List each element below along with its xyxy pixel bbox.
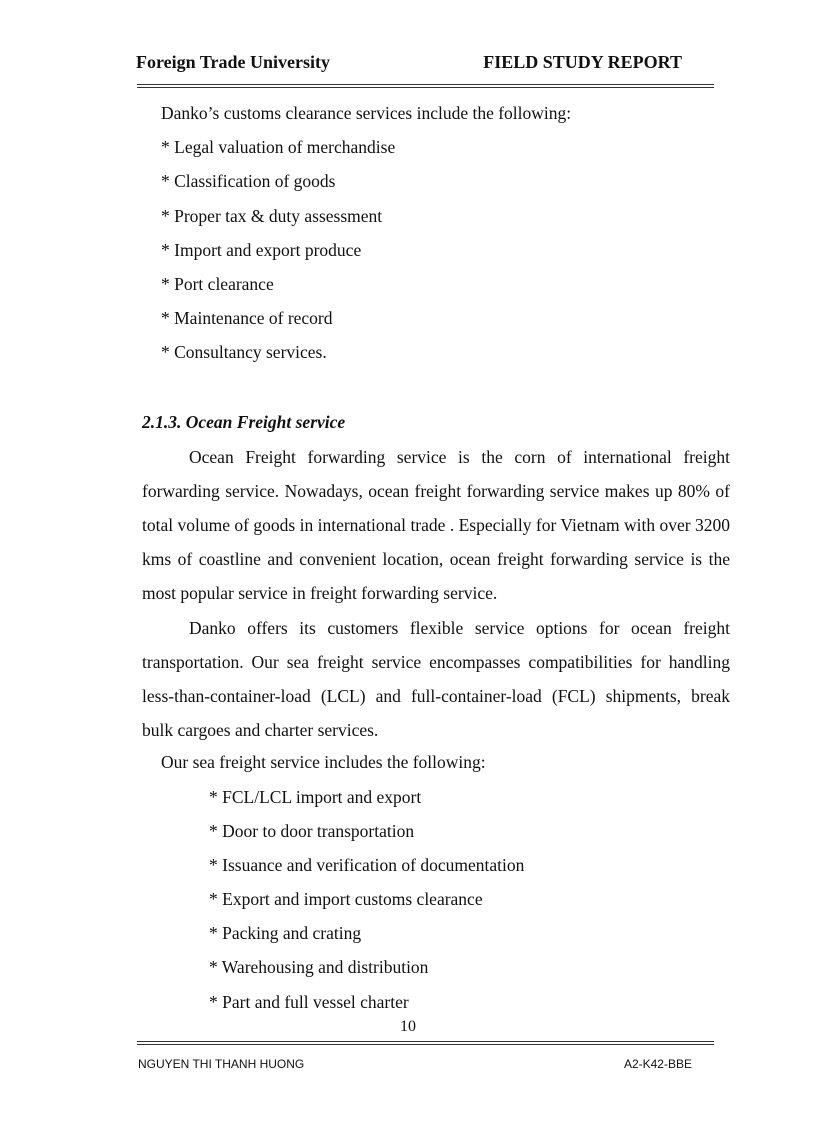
list-item: * Export and import customs clearance: [209, 889, 483, 910]
header-report-title: FIELD STUDY REPORT: [483, 52, 682, 72]
sea-freight-intro: Our sea freight service includes the following:: [161, 752, 486, 773]
list-item: * Consultancy services.: [161, 342, 327, 363]
header-rule: [137, 84, 714, 88]
page-body: [142, 98, 730, 1021]
list-item: * Maintenance of record: [161, 308, 333, 329]
footer-class-code: A2-K42-BBE: [623, 1057, 692, 1071]
list-item: * Proper tax & duty assessment: [161, 205, 383, 226]
paragraph-ocean-freight: Ocean Freight forwarding service is the corn of international freight forwarding service. Nowadays, ocean freight forwarding service makes up 80% of total volume of goods in international trade . Especially for Vietnam with over 3200 kms of coastline and convenient location, ocean freight forwarding service is the most popular service in freight forwarding service.: [142, 446, 730, 604]
customs-list: [142, 132, 730, 371]
spacer: [142, 372, 730, 406]
list-item: * Port clearance: [161, 273, 274, 294]
page-number: 10: [400, 1018, 416, 1035]
list-item: * Warehousing and distribution: [209, 957, 429, 978]
list-item: * Legal valuation of merchandise: [161, 137, 396, 158]
list-item: * Issuance and verification of documentation: [209, 854, 525, 875]
header-university: Foreign Trade University: [136, 52, 330, 72]
paragraph-danko-offers: Danko offers its customers flexible service options for ocean freight transportation. Our sea freight service encompasses compatibilities for handling less-than-container-load (LCL) and full-container-load (FCL) shipments, break bulk cargoes and charter services.: [142, 617, 730, 741]
list-item: * Part and full vessel charter: [209, 991, 409, 1012]
customs-intro: Danko’s customs clearance services include the following:: [161, 103, 572, 123]
list-item: * Door to door transportation: [209, 820, 415, 841]
footer-author: NGUYEN THI THANH HUONG: [138, 1057, 305, 1071]
list-item: * Classification of goods: [161, 171, 336, 192]
page-header: [136, 52, 714, 78]
list-item: * FCL/LCL import and export: [209, 786, 422, 807]
section-heading: 2.1.3. Ocean Freight service: [142, 411, 346, 432]
sea-freight-list: [142, 782, 730, 1021]
list-item: * Packing and crating: [209, 923, 362, 944]
footer-rule: [137, 1041, 714, 1045]
list-item: * Import and export produce: [161, 239, 362, 260]
